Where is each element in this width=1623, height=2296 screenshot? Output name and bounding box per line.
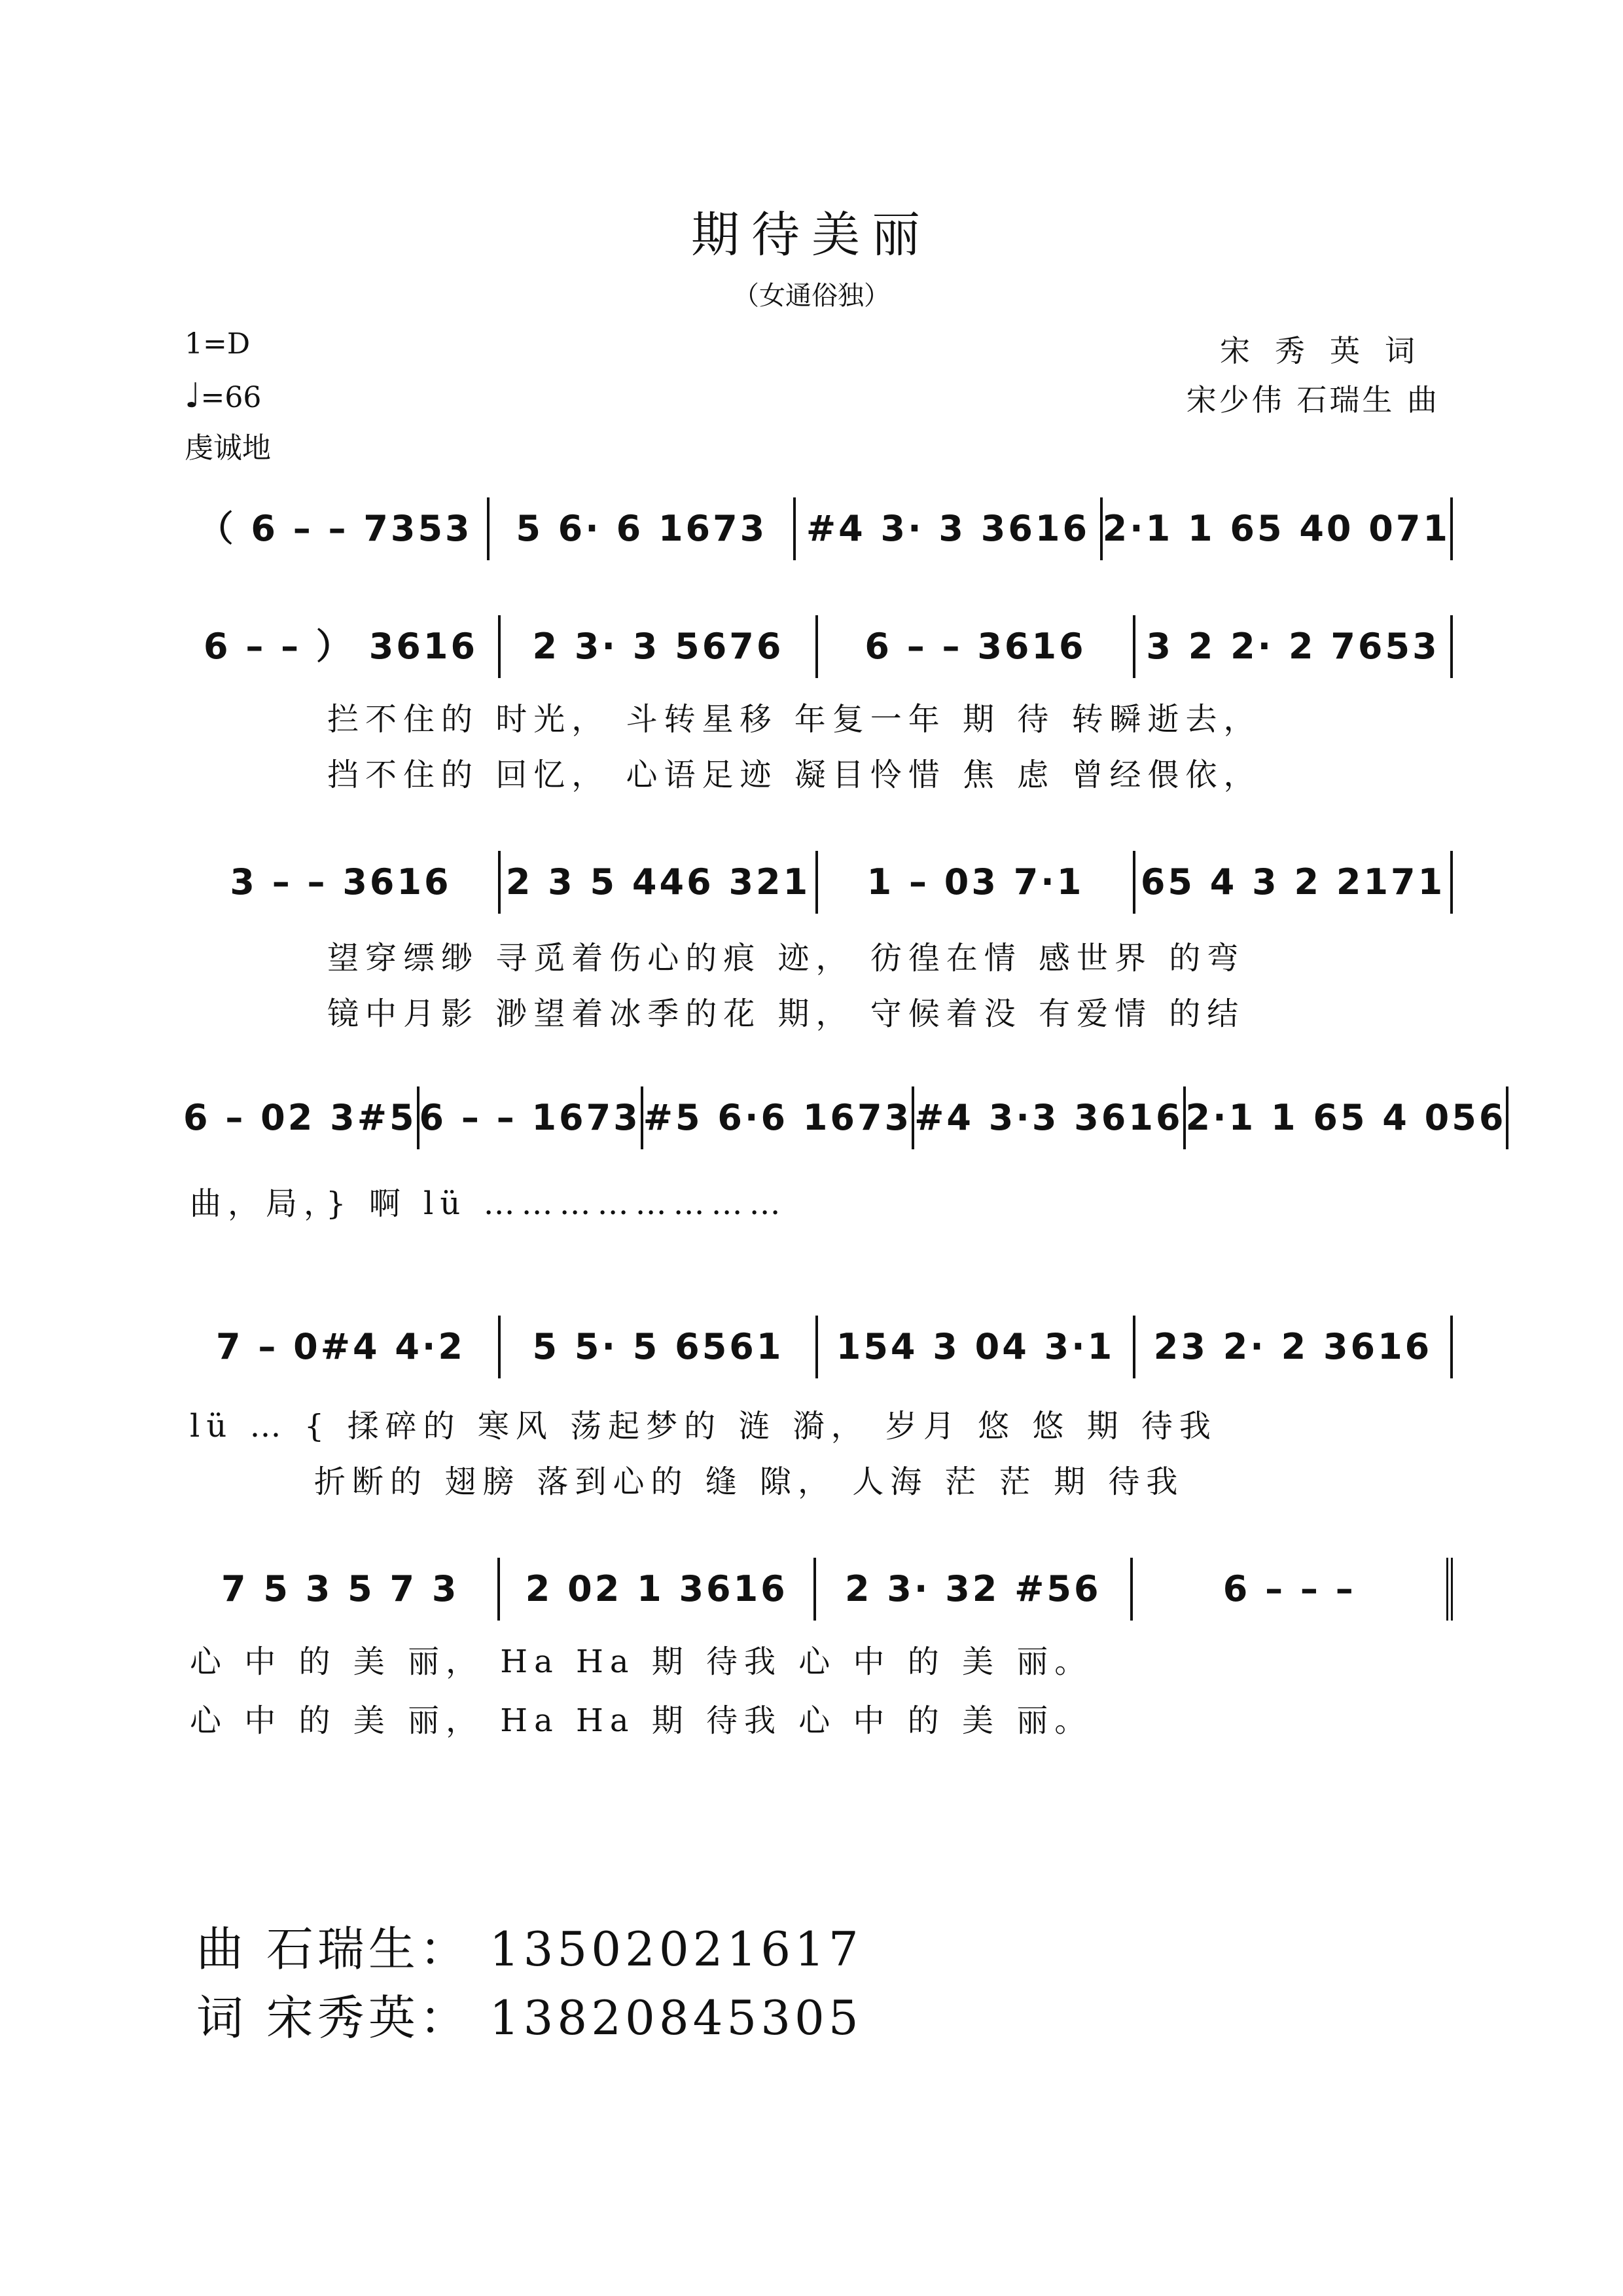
measure: 5 5· 5 6561 bbox=[501, 1316, 818, 1378]
lyric-line: lü … { 揉碎的 寒风 荡起梦的 涟 漪， 岁月 悠 悠 期 待我 bbox=[190, 1408, 1217, 1444]
lyric-line: 望穿缥缈 寻觅着伤心的痕 迹， 彷徨在情 感世界 的弯 bbox=[327, 940, 1245, 977]
composer-credit: 宋少伟 石瑞生 曲 bbox=[1186, 382, 1440, 418]
lyric-line: 心 中 的 美 丽， Ha Ha 期 待我 心 中 的 美 丽。 bbox=[190, 1643, 1093, 1680]
song-title: 期待美丽 bbox=[691, 207, 932, 263]
measure: 6 – – 1673 bbox=[419, 1086, 643, 1149]
measure: 6 – – ） 3616 bbox=[183, 615, 501, 678]
measure: 2·1 1 65 40 071 bbox=[1103, 497, 1453, 560]
measure: #5 6·6 1673 bbox=[643, 1086, 914, 1149]
lyric-line: 镜中月影 渺望着冰季的花 期， 守候着没 有爱情 的结 bbox=[327, 996, 1245, 1032]
measure: 7 5 3 5 7 3 bbox=[183, 1558, 500, 1621]
expression-marking: 虔诚地 bbox=[185, 431, 271, 465]
measure: 6 – – 3616 bbox=[818, 615, 1135, 678]
measure: 23 2· 2 3616 bbox=[1135, 1316, 1453, 1378]
measure: #4 3· 3 3616 bbox=[796, 497, 1102, 560]
measure: 2 02 1 3616 bbox=[500, 1558, 817, 1621]
measure: （ 6 – – 7353 bbox=[183, 497, 490, 560]
measure-final: 6 – – – bbox=[1133, 1558, 1454, 1621]
measure: 3 – – 3616 bbox=[183, 851, 501, 914]
lyric-line: 曲，局，} 啊 lü …………………… bbox=[190, 1185, 787, 1222]
music-system-5 bbox=[183, 1316, 1453, 1378]
measure: 7 – 0#4 4·2 bbox=[183, 1316, 501, 1378]
music-system-4 bbox=[183, 1086, 1507, 1149]
music-system-6 bbox=[183, 1558, 1453, 1621]
measure: 3 2 2· 2 7653 bbox=[1135, 615, 1453, 678]
tempo-marking bbox=[185, 376, 261, 416]
music-system-1 bbox=[183, 497, 1453, 560]
measure: #4 3·3 3616 bbox=[914, 1086, 1185, 1149]
measure: 6 – 02 3#5 bbox=[183, 1086, 419, 1149]
measure: 2 3 5 446 321 bbox=[501, 851, 818, 914]
lyricist-contact: 词 宋秀英： 13820845305 bbox=[196, 1990, 863, 2045]
composer-contact: 曲 石瑞生： 13502021617 bbox=[196, 1922, 863, 1977]
measure: 2 3· 3 5676 bbox=[501, 615, 818, 678]
measure: 5 6· 6 1673 bbox=[490, 497, 796, 560]
lyric-line: 挡不住的 回忆， 心语足迹 凝目怜惜 焦 虑 曾经偎依， bbox=[327, 757, 1262, 793]
measure: 2·1 1 65 4 056 bbox=[1186, 1086, 1509, 1149]
lyricist-credit: 宋秀英词 bbox=[1220, 333, 1440, 368]
key-signature: 1=D bbox=[185, 327, 251, 361]
song-subtitle: （女通俗独） bbox=[733, 281, 890, 311]
lyric-line: 折断的 翅膀 落到心的 缝 隙， 人海 茫 茫 期 待我 bbox=[314, 1463, 1185, 1500]
music-system-2 bbox=[183, 615, 1453, 678]
measure: 2 3· 32 #56 bbox=[816, 1558, 1133, 1621]
lyric-line: 拦不住的 时光， 斗转星移 年复一年 期 待 转瞬逝去， bbox=[327, 701, 1262, 738]
quarter-note-icon: ♩ bbox=[185, 376, 201, 416]
measure: 1 – 03 7·1 bbox=[818, 851, 1135, 914]
lyric-line: 心 中 的 美 丽， Ha Ha 期 待我 心 中 的 美 丽。 bbox=[190, 1702, 1093, 1739]
music-system-3 bbox=[183, 851, 1453, 914]
tempo-value: =66 bbox=[200, 381, 262, 414]
measure: 154 3 04 3·1 bbox=[818, 1316, 1135, 1378]
measure: 65 4 3 2 2171 bbox=[1135, 851, 1453, 914]
